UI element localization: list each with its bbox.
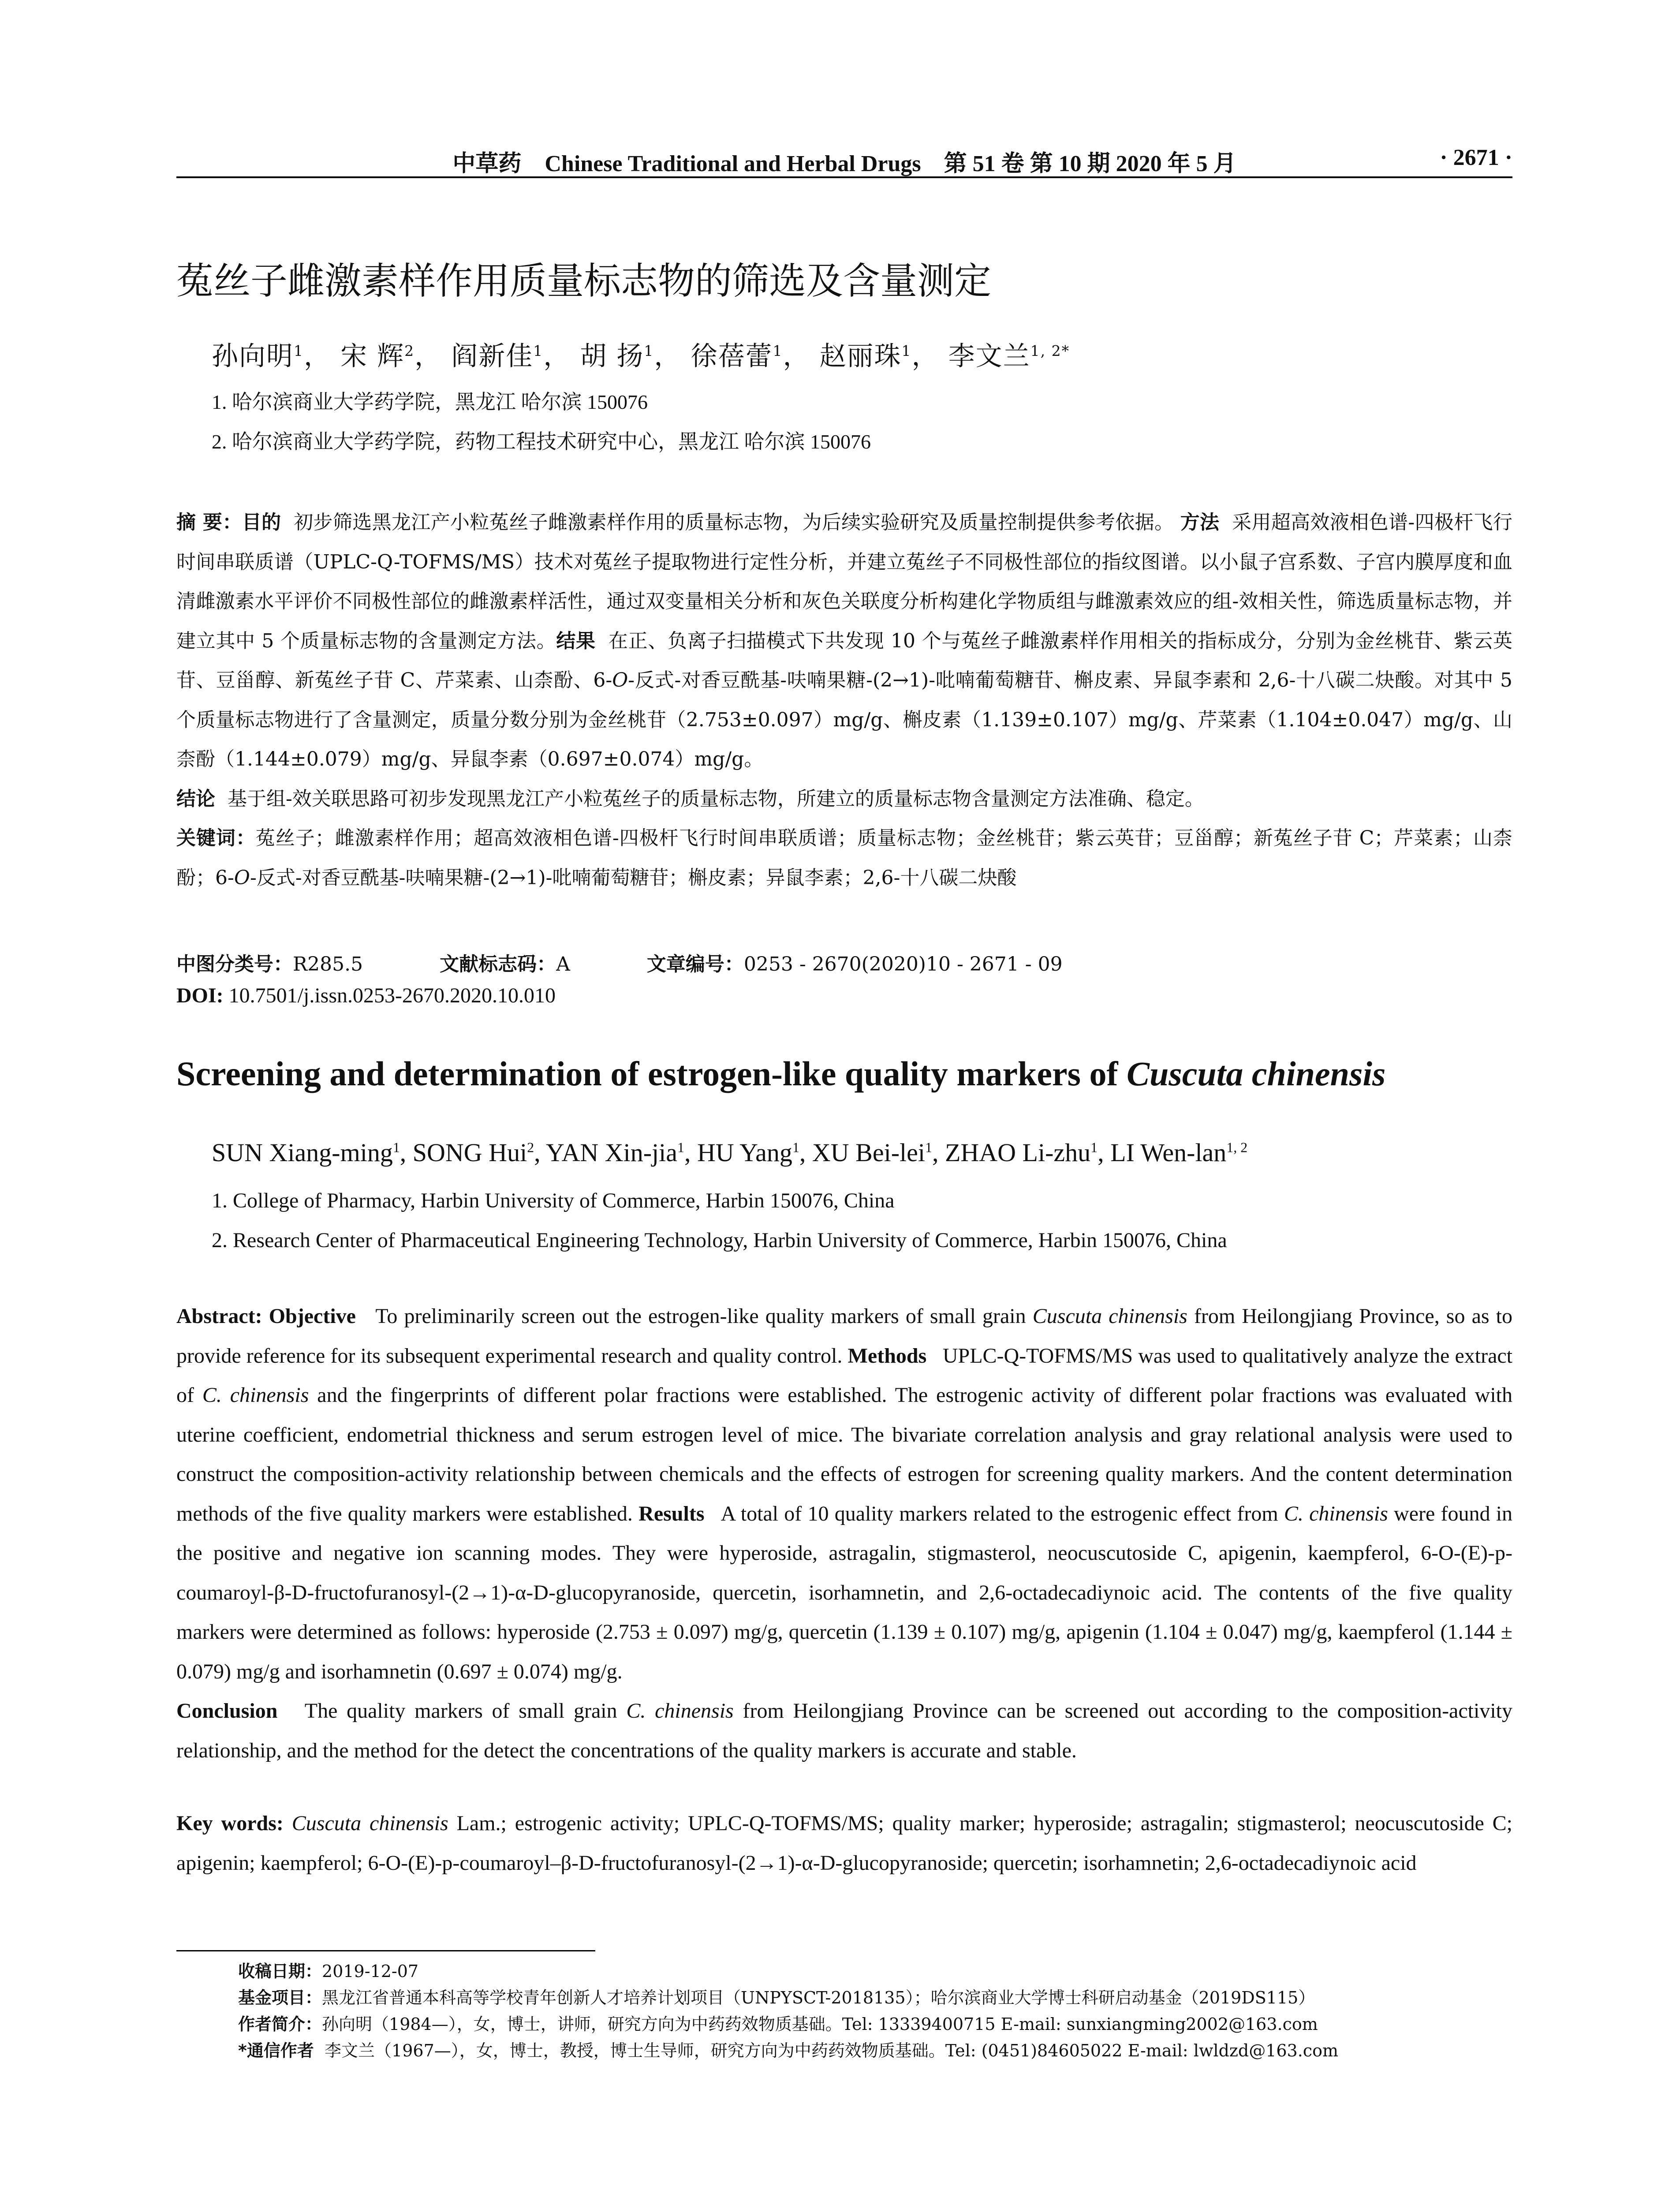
journal-line bbox=[176, 145, 1512, 178]
cn-author: 李文兰 bbox=[948, 341, 1030, 372]
en-keywords-label: Key words: bbox=[176, 1812, 284, 1835]
en-methods: UPLC-Q-TOFMS/MS was used to qualitatively analyze the extract of bbox=[176, 1344, 1513, 1407]
affil-sup: 1 bbox=[792, 1140, 799, 1155]
cn-author: 宋 辉 bbox=[340, 341, 405, 372]
en-conclusion-italic: C. chinensis bbox=[626, 1699, 734, 1723]
affil-sup: 1 bbox=[533, 342, 544, 359]
doi-line bbox=[176, 983, 556, 1008]
footnote-corresponding bbox=[238, 2037, 1338, 2064]
clc-value: R285.5 bbox=[293, 953, 363, 975]
cn-keywords-cont: -反式-对香豆酰基-呋喃果糖-(2→1)-吡喃葡萄糖苷；槲皮素；异鼠李素；2,6-十八碳二炔酸 bbox=[250, 866, 1017, 889]
en-results: A total of 10 quality markers related to the estrogenic effect from bbox=[721, 1502, 1284, 1525]
footnote-rule bbox=[176, 1950, 595, 1951]
en-conclusion-cont: from Heilongjiang Province can be screened out according to the composition-activity relationship, and the method for the detect the concentrations of the quality markers is accurate and stable. bbox=[176, 1699, 1513, 1762]
cn-author: 阎新佳 bbox=[451, 341, 534, 372]
doccode-value: A bbox=[556, 953, 570, 975]
en-title-text: Screening and determination of estrogen-like quality markers of bbox=[176, 1054, 1127, 1093]
cn-author: 赵丽珠 bbox=[819, 341, 902, 372]
en-methods-italic: C. chinensis bbox=[202, 1383, 309, 1407]
en-author: XU Bei-lei bbox=[812, 1138, 925, 1167]
en-author: LI Wen-lan bbox=[1110, 1138, 1227, 1167]
affil-sup: 1, 2 bbox=[1226, 1140, 1248, 1155]
cn-classification-line bbox=[176, 948, 1063, 976]
journal-name: Chinese Traditional and Herbal Drugs bbox=[545, 151, 921, 176]
cn-author: 孙向明 bbox=[212, 341, 294, 372]
cn-authors: 孙向明$^1$， 宋 辉$^2$， 阎新佳$^1$， 胡 扬$^1$， 徐蓓蕾$^1$， 赵丽珠$^1$， 李文兰$^{1, 2*}$ bbox=[212, 341, 1070, 372]
received-value: 2019-12-07 bbox=[322, 1962, 419, 1981]
affil-sup: 1 bbox=[925, 1140, 932, 1155]
en-objective: To preliminarily screen out the estrogen-like quality markers of small grain bbox=[375, 1304, 1033, 1328]
en-abstract-label: Abstract: bbox=[176, 1304, 262, 1328]
author-value: 孙向明（1984—），女，博士，讲师，研究方向为中药药效物质基础。Tel: 13339400715 E-mail: sunxiangming2002@163.com bbox=[322, 2014, 1318, 2034]
en-objective-italic: Cuscuta chinensis bbox=[1032, 1304, 1187, 1328]
en-results-italic: C. chinensis bbox=[1284, 1502, 1388, 1525]
doi-label: DOI: bbox=[176, 984, 224, 1007]
affil-sup: 1 bbox=[1090, 1140, 1098, 1155]
affil-sup: 2 bbox=[527, 1140, 534, 1155]
footnote-received bbox=[238, 1958, 1338, 1984]
en-title-italic: Cuscuta chinensis bbox=[1126, 1054, 1386, 1093]
cn-affiliation-1: 1. 哈尔滨商业大学药学院，黑龙江 哈尔滨 150076 bbox=[212, 391, 648, 413]
cn-results-label: 结果 bbox=[556, 629, 596, 652]
en-abstract bbox=[176, 1297, 1512, 1770]
footnote-author bbox=[238, 2011, 1338, 2037]
en-results-cont: were found in the positive and negative ion scanning modes. They were hyperoside, astragalin, stigmasterol, neocuscutoside C, apigenin, kaempferol, 6-O-(E)-p-coumaroyl-β-D-fructofuranosyl-(2→1)-α-D-glucopyranoside, quercetin, isorhamnetin, and 2,6-octadecadiynoic acid. The contents of the five quality markers were determined as follows: hyperoside (2.753 ± 0.097) mg/g, quercetin (1.139 ± 0.107) mg/g, apigenin (1.104 ± 0.047) mg/g, kaempferol (1.144 ± 0.079) mg/g and isorhamnetin (0.697 ± 0.074) mg/g. bbox=[176, 1502, 1513, 1683]
affil-sup: 2 bbox=[404, 342, 415, 359]
affil-sup: 1 bbox=[644, 342, 654, 359]
affil-sup: 1 bbox=[901, 342, 912, 359]
cn-methods: 采用超高效液相色谱-四极杆飞行时间串联质谱（UPLC-Q-TOFMS/MS）技术对菟丝子提取物进行定性分析，并建立菟丝子不同极性部位的指纹图谱。以小鼠子宫系数、子宫内膜厚度和血清雌激素水平评价不同极性部位的雌激素样活性，通过双变量相关分析和灰色关联度分析构建化学物质组与雌激素效应的组-效相关性，筛选质量标志物，并建立其中 5 个质量标志物的含量测定方法。 bbox=[176, 511, 1512, 652]
running-header bbox=[176, 141, 1512, 178]
en-title bbox=[176, 1054, 1385, 1094]
doccode-label: 文献标志码： bbox=[440, 953, 556, 975]
en-author: YAN Xin-jia bbox=[546, 1138, 678, 1167]
en-author: SUN Xiang-ming bbox=[212, 1138, 393, 1167]
corr-label: *通信作者 bbox=[238, 2041, 314, 2060]
cn-conclusion: 基于组-效关联思路可初步发现黑龙江产小粒菟丝子的质量标志物，所建立的质量标志物含量测定方法准确、稳定。 bbox=[227, 787, 1204, 810]
en-author: ZHAO Li-zhu bbox=[945, 1138, 1091, 1167]
en-methods-cont: and the fingerprints of different polar fractions were established. The estrogenic activity of different polar fractions was evaluated with uterine coefficient, endometrial thickness and serum estrogen level of mice. The bivariate correlation analysis and gray relational analysis were used to construct the composition-activity relationship between chemicals and the effects of estrogen for screening quality markers. And the content determination methods of the five quality markers were established. bbox=[176, 1383, 1513, 1525]
affil-sup: 1 bbox=[392, 1140, 400, 1155]
affil-sup: 1 bbox=[294, 342, 304, 359]
en-objective-cont: from Heilongjiang Province, so as to provide reference for its subsequent experimental research and quality control. bbox=[176, 1304, 1513, 1368]
cn-results: 在正、负离子扫描模式下共发现 10 个与菟丝子雌激素样作用相关的指标成分，分别为金丝桃苷、紫云英苷、豆甾醇、新菟丝子苷 C、芹菜素、山柰酚、6- bbox=[176, 629, 1512, 691]
article-value: 0253 - 2670(2020)10 - 2671 - 09 bbox=[743, 953, 1063, 975]
cn-author: 胡 扬 bbox=[580, 341, 644, 372]
cn-abstract-label: 摘 要： bbox=[176, 511, 242, 534]
cn-author: 徐蓓蕾 bbox=[691, 341, 773, 372]
affil-sup: 1, 2* bbox=[1030, 342, 1070, 359]
en-conclusion-label: Conclusion bbox=[176, 1699, 278, 1723]
cn-objective: 初步筛选黑龙江产小粒菟丝子雌激素样作用的质量标志物，为后续实验研究及质量控制提供参考依据。 bbox=[294, 511, 1174, 534]
en-keywords bbox=[176, 1804, 1512, 1883]
en-results-label: Results bbox=[638, 1502, 705, 1525]
cn-methods-label: 方法 bbox=[1180, 511, 1220, 534]
doi-value: 10.7501/j.issn.0253-2670.2020.10.010 bbox=[228, 984, 556, 1007]
en-affiliation-1: 1. College of Pharmacy, Harbin University of Commerce, Harbin 150076, China bbox=[212, 1189, 895, 1212]
en-keywords-italic: Cuscuta chinensis bbox=[291, 1812, 448, 1835]
footnotes bbox=[238, 1958, 1338, 2064]
author-label: 作者简介： bbox=[238, 2014, 322, 2034]
fund-label: 基金项目： bbox=[238, 1988, 322, 2007]
clc-label: 中图分类号： bbox=[176, 953, 293, 975]
en-objective-label: Objective bbox=[269, 1304, 356, 1328]
en-author: HU Yang bbox=[697, 1138, 792, 1167]
cn-keywords-italic: O bbox=[234, 866, 250, 889]
corr-value: 李文兰（1967—），女，博士，教授，博士生导师，研究方向为中药药效物质基础。Tel: (0451)84605022 E-mail: lwldzd@163.com bbox=[325, 2041, 1338, 2060]
fund-value: 黑龙江省普通本科高等学校青年创新人才培养计划项目（UNPYSCT-2018135）；哈尔滨商业大学博士科研启动基金（2019DS115） bbox=[322, 1988, 1315, 2007]
cn-keywords: 菟丝子；雌激素样作用；超高效液相色谱-四极杆飞行时间串联质谱；质量标志物；金丝桃苷；紫云英苷；豆甾醇；新菟丝子苷 C；芹菜素；山柰酚；6- bbox=[176, 827, 1513, 889]
journal-issue: 第 51 卷 第 10 期 2020 年 5 月 bbox=[944, 151, 1236, 176]
page-number: · 2671 · bbox=[1440, 145, 1512, 170]
cn-conclusion-label: 结论 bbox=[176, 787, 215, 810]
en-author: SONG Hui bbox=[412, 1138, 527, 1167]
cn-objective-label: 目的 bbox=[242, 511, 281, 534]
footnote-fund bbox=[238, 1984, 1338, 2011]
cn-abstract bbox=[176, 503, 1512, 897]
en-conclusion: The quality markers of small grain bbox=[304, 1699, 627, 1723]
en-keywords-text: Lam.; estrogenic activity; UPLC-Q-TOFMS/MS; quality marker; hyperoside; astragalin; stigmasterol; neocuscutoside C; apigenin; kaempferol; 6-O-(E)-p-coumaroyl–β-D-fructofuranosyl-(2→1)-α-D-glucopyranoside; quercetin; isorhamnetin; 2,6-octadecadiynoic acid bbox=[176, 1812, 1513, 1875]
affil-sup: 1 bbox=[677, 1140, 684, 1155]
cn-affiliation-2: 2. 哈尔滨商业大学药学院，药物工程技术研究中心，黑龙江 哈尔滨 150076 bbox=[212, 430, 871, 453]
cn-results-italic: O bbox=[612, 669, 628, 691]
cn-title: 菟丝子雌激素样作用质量标志物的筛选及含量测定 bbox=[176, 259, 992, 303]
article-label: 文章编号： bbox=[646, 953, 744, 975]
cn-keywords-label: 关键词： bbox=[176, 827, 256, 849]
received-label: 收稿日期： bbox=[238, 1962, 322, 1981]
en-authors: SUN Xiang-ming$^1$, SONG Hui$^2$, YAN Xin-jia$^1$, HU Yang$^1$, XU Bei-lei$^1$, ZHAO Li-zhu$^1$, LI Wen-lan$^{1, 2}$ bbox=[212, 1138, 1248, 1167]
en-affiliation-2: 2. Research Center of Pharmaceutical Engineering Technology, Harbin University of Commerce, Harbin 150076, China bbox=[212, 1229, 1227, 1252]
en-methods-label: Methods bbox=[847, 1344, 927, 1368]
affil-sup: 1 bbox=[773, 342, 783, 359]
journal-brand: 中草药 bbox=[452, 150, 522, 177]
cn-results-cont: -反式-对香豆酰基-呋喃果糖-(2→1)-吡喃葡萄糖苷、槲皮素、异鼠李素和 2,6-十八碳二炔酸。对其中 5 个质量标志物进行了含量测定，质量分数分别为金丝桃苷（2.753±0.097）mg/g、槲皮素（1.139±0.107）mg/g、芹菜素（1.104±0.047）mg/g、山柰酚（1.144±0.079）mg/g、异鼠李素（0.697±0.074）mg/g。 bbox=[176, 669, 1512, 770]
